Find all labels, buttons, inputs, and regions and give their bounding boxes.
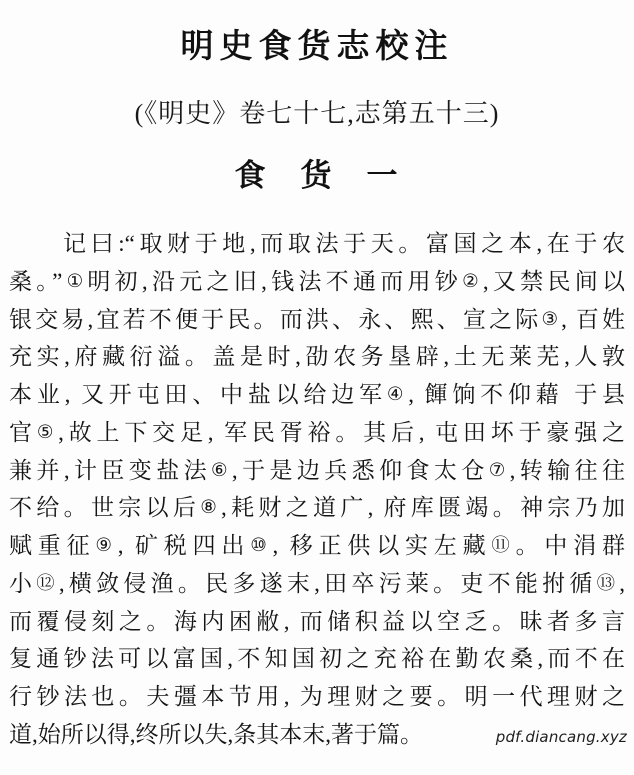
annotation-number: ⑥ xyxy=(211,459,232,480)
watermark: pdf.diancang.xyz xyxy=(495,728,627,746)
text-line: 本业, 又开屯田、中盐以给边军④, 餫饷不仰藉 于县 xyxy=(9,382,625,408)
annotation-number: ⑨ xyxy=(95,535,118,555)
text-line: 赋重征⑨, 矿税四出⑩, 移正供以实左藏⑪。中涓群 xyxy=(9,533,625,559)
text-line: 官⑤,故上下交足, 军民胥裕。其后, 屯田坏于豪强之 xyxy=(9,419,625,445)
annotation-number: ④ xyxy=(386,384,409,404)
annotation-number: ① xyxy=(62,270,88,291)
text-line: 小⑫,横敛侵渔。民多遂末,田卒污莱。吏不能拊循⑬, xyxy=(9,570,625,596)
text-line: 桑。”①明初,沿元之旧,钱法不通而用钞②,又禁民间以 xyxy=(9,268,625,294)
annotation-number: ⑦ xyxy=(488,459,510,480)
page-title: 明史食货志校注 xyxy=(180,29,454,65)
annotation-number: ② xyxy=(462,270,483,291)
annotation-number: ⑬ xyxy=(596,572,620,593)
annotation-number: ⑪ xyxy=(491,535,516,555)
annotation-number: ⑩ xyxy=(250,535,273,555)
annotation-number: ⑫ xyxy=(36,572,59,593)
annotation-number: ⑧ xyxy=(200,497,222,518)
text-line: 兼并,计臣变盐法⑥,于是边兵悉仰食太仓⑦,转输往往 xyxy=(9,457,625,483)
page-subtitle: (《明史》卷七十七,志第五十三) xyxy=(134,99,500,128)
text-line: 行钞法也。夫彊本节用, 为理财之要。明一代理财之 xyxy=(9,684,625,709)
text-line: 而覆侵刻之。海内困敝, 而储积益以空乏。昧者多言 xyxy=(9,608,625,634)
text-line: 记曰:“取财于地,而取法于天。富国之本,在于农 xyxy=(63,231,625,256)
text-line: 复通钞法可以富国,不知国初之充裕在勤农桑,而不在 xyxy=(9,646,625,672)
text-line: 道,始所以得,终所以失,条其本末,著于篇。 xyxy=(9,721,423,747)
text-line: 银交易,宜若不便于民。而洪、永、熙、宣之际③, 百姓 xyxy=(9,306,625,332)
annotation-number: ③ xyxy=(541,308,562,329)
paragraph xyxy=(9,225,625,754)
text-line: 充实,府藏衍溢。盖是时,劭农务垦辟,土无莱芜,人敦 xyxy=(9,344,625,370)
annotation-number: ⑤ xyxy=(36,421,59,442)
text-line: 不给。世宗以后⑧,耗财之道广, 府库匮竭。神宗乃加 xyxy=(9,495,625,521)
chapter-heading: 食 货 一 xyxy=(234,158,400,193)
